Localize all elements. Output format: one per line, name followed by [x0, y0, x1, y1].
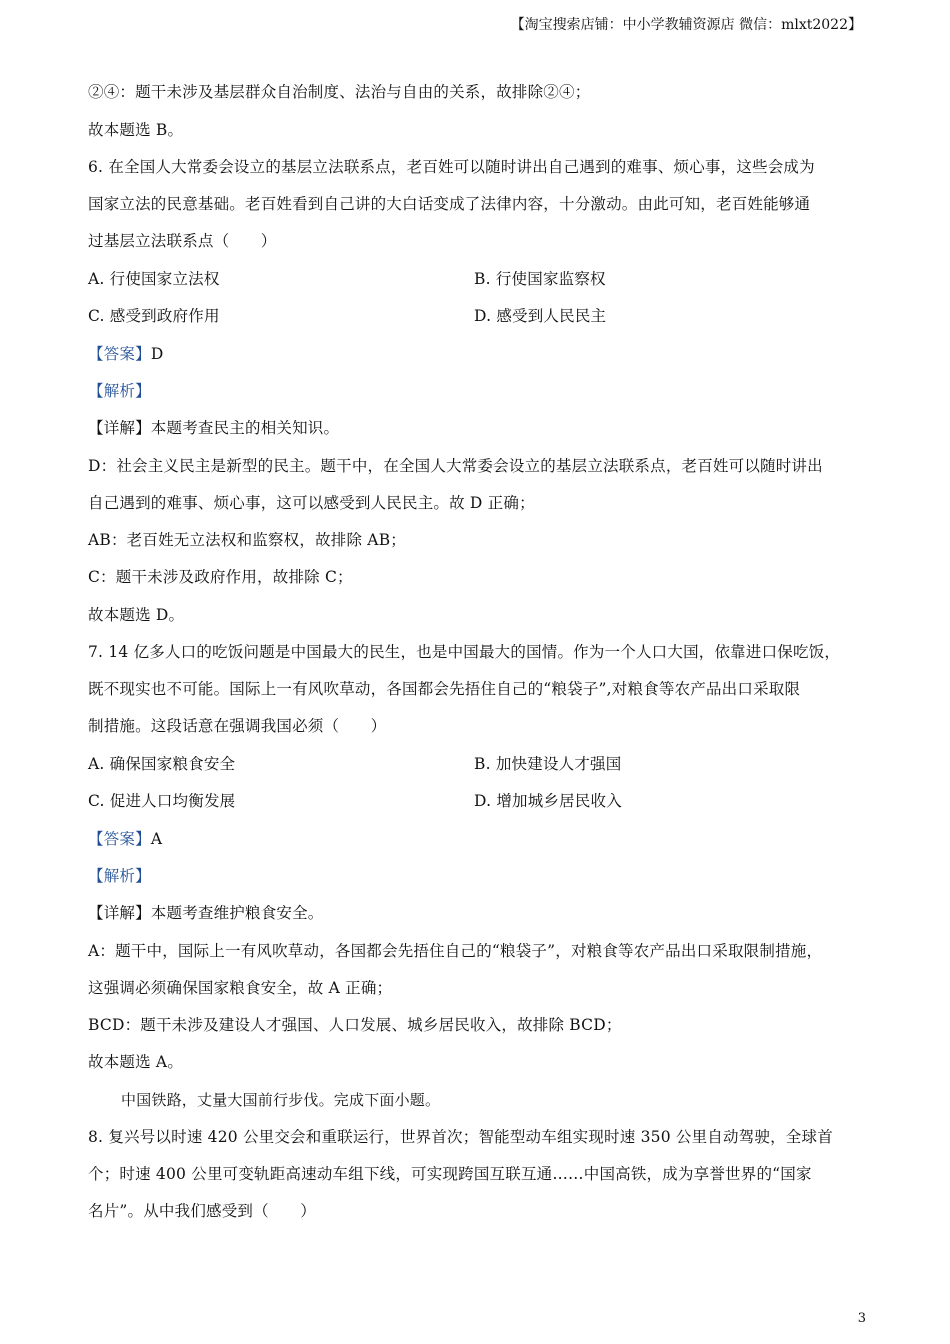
q7-answer	[88, 829, 162, 849]
q7-detail-line-1: 【详解】本题考查维护粮食安全。	[88, 904, 324, 922]
q6-detail-line-3: 自己遇到的难事、烦心事，这可以感受到人民民主。故 D 正确；	[88, 494, 535, 512]
q7-detail-line-3: 这强调必须确保国家粮食安全，故 A 正确；	[88, 979, 393, 997]
page-header: 【淘宝搜索店铺：中小学教辅资源店 微信：mlxt2022】	[510, 17, 862, 33]
q6-stem-line-2: 国家立法的民意基础。老百姓看到自己讲的大白话变成了法律内容，十分激动。由此可知，老百姓能够通	[88, 195, 811, 213]
q7-option-a: A. 确保国家粮食安全	[88, 755, 236, 773]
q6-option-d: D. 感受到人民民主	[474, 307, 607, 325]
q6-detail-line-1: 【详解】本题考查民主的相关知识。	[88, 419, 340, 437]
q6-stem-line-1: 6. 在全国人大常委会设立的基层立法联系点，老百姓可以随时讲出自己遇到的难事、烦心事，这些会成为	[88, 158, 815, 176]
q6-option-a: A. 行使国家立法权	[88, 270, 220, 288]
q5-conclusion: 故本题选 B。	[88, 121, 184, 139]
q7-stem-line-1: 7. 14 亿多人口的吃饭问题是中国最大的民生，也是中国最大的国情。作为一个人口大国，依靠进口保吃饭，	[88, 643, 841, 661]
q7-option-d: D. 增加城乡居民收入	[474, 792, 622, 810]
section-intro: 中国铁路，丈量大国前行步伐。完成下面小题。	[121, 1091, 441, 1109]
q6-detail-line-5: C：题干未涉及政府作用，故排除 C；	[88, 568, 353, 586]
q8-stem-line-2: 个；时速 400 公里可变轨距高速动车组下线，可实现跨国互联互通……中国高铁，成为享誉世界的“国家	[88, 1165, 812, 1183]
q5-exclude-line: ②④：题干未涉及基层群众自治制度、法治与自由的关系，故排除②④；	[88, 83, 591, 101]
q7-answer-tag: 【答案】	[88, 830, 151, 848]
q7-option-b: B. 加快建设人才强国	[474, 755, 622, 773]
q6-analysis-tag: 【解析】	[88, 382, 151, 400]
page-number: 3	[857, 1311, 866, 1326]
q7-option-c: C. 促进人口均衡发展	[88, 792, 236, 810]
q7-detail-line-4: BCD：题干未涉及建设人才强国、人口发展、城乡居民收入，故排除 BCD；	[88, 1016, 622, 1034]
q6-option-c: C. 感受到政府作用	[88, 307, 220, 325]
q6-answer	[88, 344, 163, 364]
q7-detail-line-2: A：题干中，国际上一有风吹草动，各国都会先捂住自己的“粮袋子”，对粮食等农产品出口采取限制措施，	[88, 942, 823, 960]
q6-stem-line-3: 过基层立法联系点（ ）	[88, 232, 277, 250]
q6-detail-line-2: D：社会主义民主是新型的民主。题干中，在全国人大常委会设立的基层立法联系点，老百姓可以随时讲出	[88, 457, 823, 475]
q8-stem-line-1: 8. 复兴号以时速 420 公里交会和重联运行，世界首次；智能型动车组实现时速 350 公里自动驾驶，全球首	[88, 1128, 833, 1146]
q7-detail-line-5: 故本题选 A。	[88, 1053, 184, 1071]
q6-option-b: B. 行使国家监察权	[474, 270, 606, 288]
q7-analysis-tag: 【解析】	[88, 867, 151, 885]
q7-stem-line-3: 制措施。这段话意在强调我国必须（ ）	[88, 717, 387, 735]
q8-stem-line-3: 名片”。从中我们感受到（ ）	[88, 1202, 316, 1220]
q7-stem-line-2: 既不现实也不可能。国际上一有风吹草动，各国都会先捂住自己的“粮袋子”,对粮食等农产品出口采取限	[88, 680, 801, 698]
q6-detail-line-6: 故本题选 D。	[88, 606, 185, 624]
q6-detail-line-4: AB：老百姓无立法权和监察权，故排除 AB；	[88, 531, 406, 549]
q6-answer-tag: 【答案】	[88, 345, 151, 363]
q7-answer-value: A	[150, 830, 163, 848]
q6-answer-value: D	[150, 345, 164, 363]
